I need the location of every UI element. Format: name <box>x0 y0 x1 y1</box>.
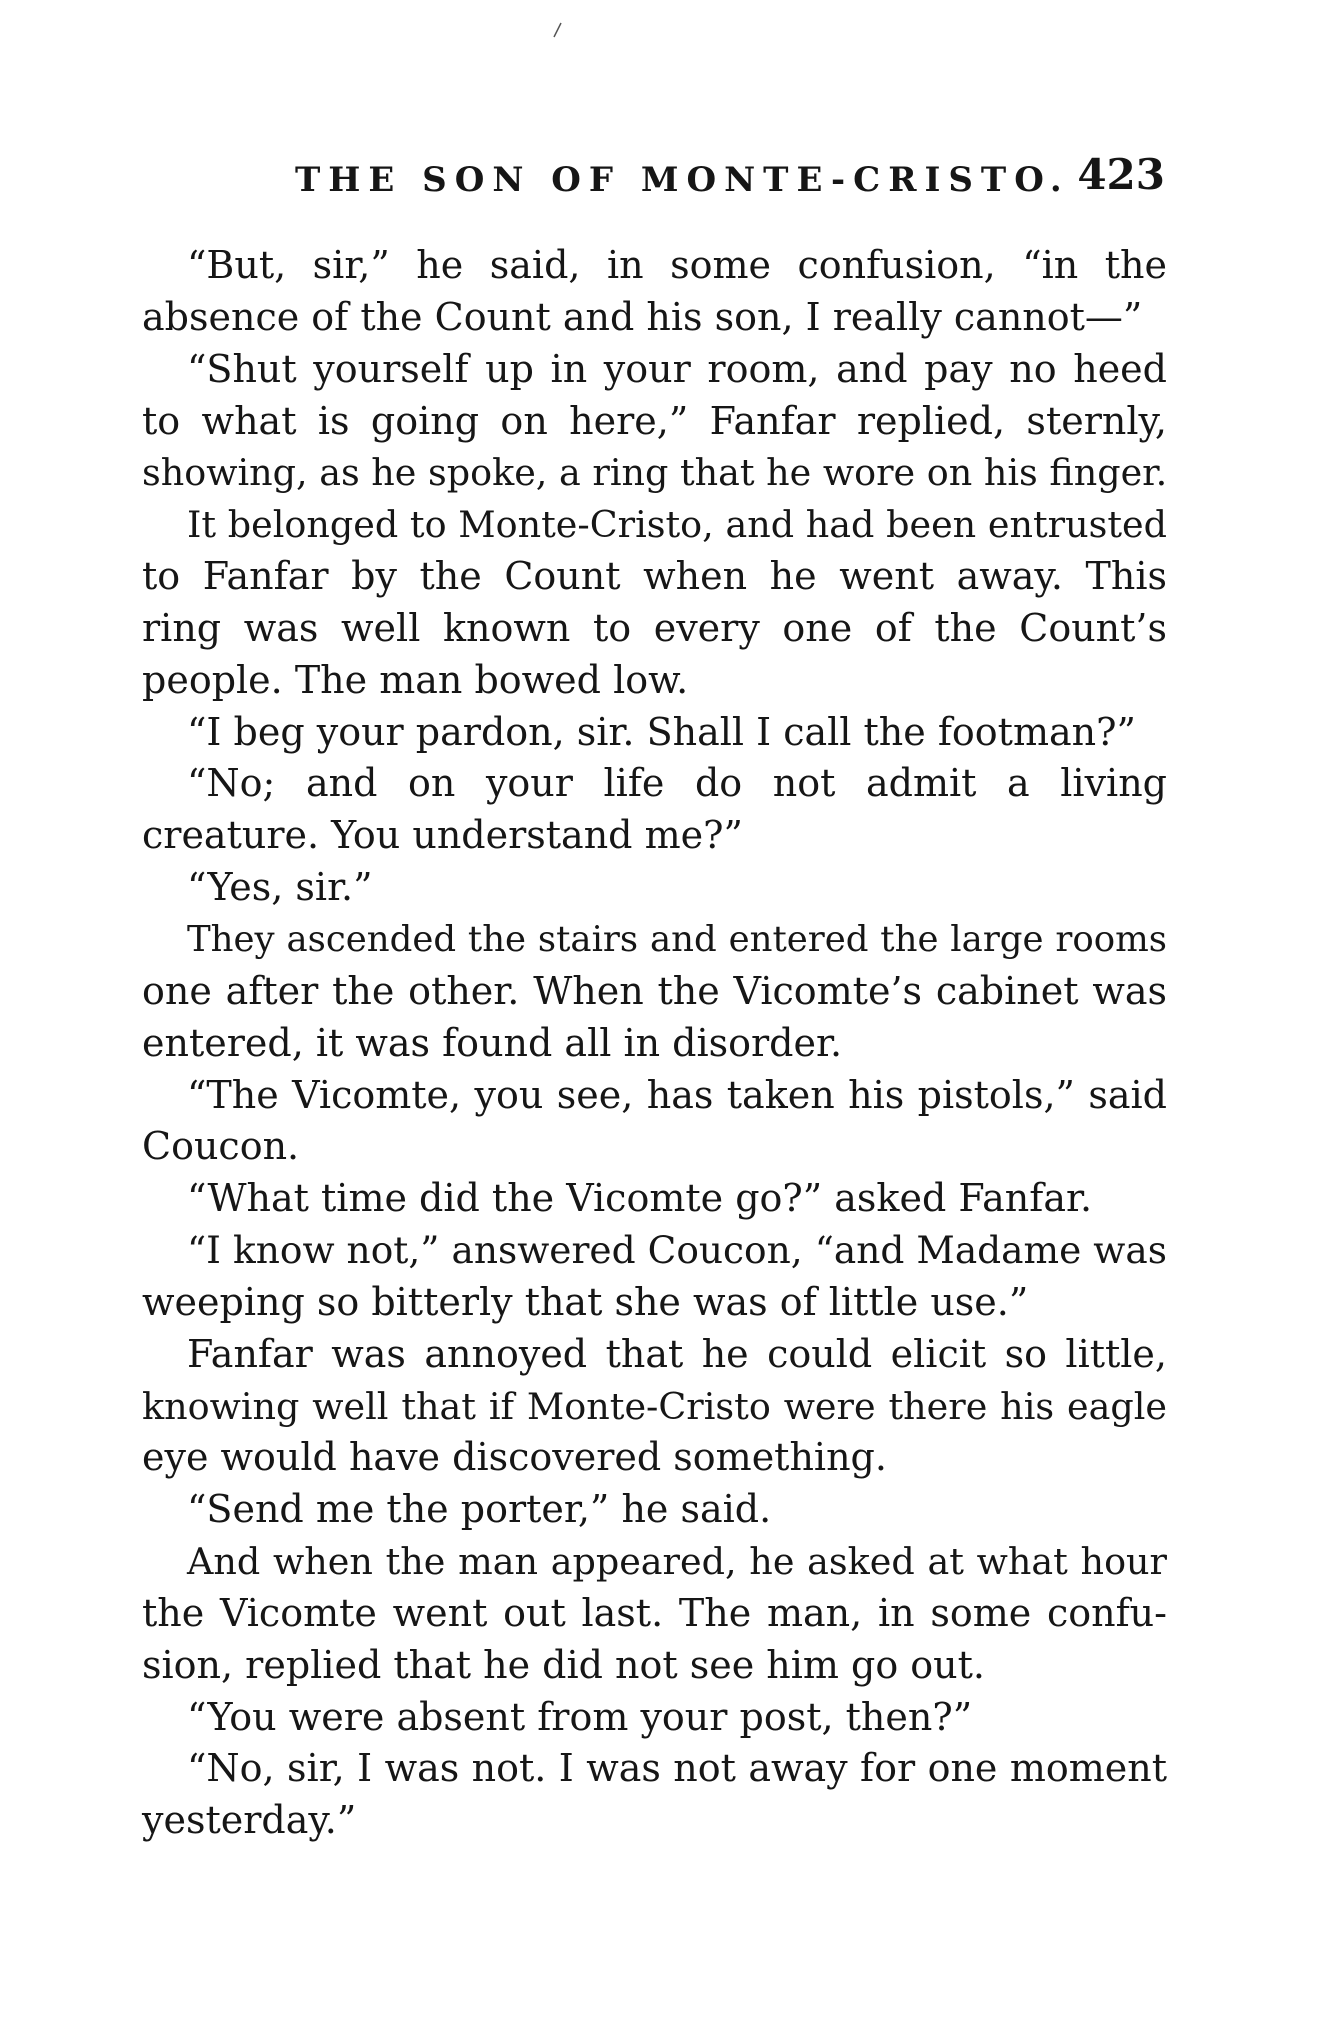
text-line: “Shut yourself up in your room, and pay no heed <box>187 346 1167 391</box>
text-line: “I beg your pardon, sir. Shall I call the footman?” <box>187 709 1136 754</box>
text-line: weeping so bitterly that she was of little use.” <box>142 1279 1029 1324</box>
text-line: ring was well known to every one of the Count’s <box>142 605 1167 650</box>
body-text <box>142 240 1167 1847</box>
text-line: sion, replied that he did not see him go out. <box>142 1642 985 1687</box>
text-line: yesterday.” <box>142 1798 357 1843</box>
text-line: “The Vicomte, you see, has taken his pistols,” said <box>187 1072 1167 1117</box>
page-header <box>145 150 1165 210</box>
text-line: one after the other. When the Vicomte’s cabinet was <box>142 968 1167 1013</box>
text-line: “Yes, sir.” <box>187 865 373 910</box>
text-line: “No, sir, I was not. I was not away for one moment <box>187 1746 1167 1791</box>
text-line: eye would have discovered something. <box>142 1435 887 1480</box>
text-line: “Send me the porter,” he said. <box>187 1487 772 1532</box>
text-line: And when the man appeared, he asked at what hour <box>187 1540 1167 1584</box>
text-line: knowing well that if Monte-Cristo were there his eagle <box>142 1384 1167 1428</box>
text-line: Fanfar was annoyed that he could elicit so little, <box>187 1331 1167 1376</box>
text-line: to what is going on here,” Fanfar replied, sternly, <box>142 398 1167 443</box>
running-title: THE SON OF MONTE-CRISTO. <box>295 160 1070 200</box>
text-line: people. The man bowed low. <box>142 657 689 702</box>
text-line: It belonged to Monte-Cristo, and had been entrusted <box>187 503 1167 547</box>
text-line: “No; and on your life do not admit a living <box>187 761 1167 806</box>
text-line: showing, as he spoke, a ring that he wore on his finger. <box>142 451 1168 495</box>
text-line: “You were absent from your post, then?” <box>187 1694 973 1739</box>
ink-speck-mark <box>550 22 564 40</box>
page-number: 423 <box>1077 150 1165 199</box>
text-line: “What time did the Vicomte go?” asked Fanfar. <box>187 1176 1093 1221</box>
text-line: entered, it was found all in disorder. <box>142 1020 843 1065</box>
text-line: to Fanfar by the Count when he went away. This <box>142 554 1167 599</box>
text-line: absence of the Count and his son, I really cannot—” <box>142 294 1143 339</box>
text-line: They ascended the stairs and entered the large rooms <box>187 918 1167 960</box>
text-line: “I know not,” answered Coucon, “and Madame was <box>187 1228 1167 1273</box>
text-line: creature. You understand me?” <box>142 813 743 858</box>
text-line: Coucon. <box>142 1124 300 1169</box>
text-line: the Vicomte went out last. The man, in some confu- <box>142 1590 1167 1635</box>
text-line: “But, sir,” he said, in some confusion, “in the <box>187 243 1167 287</box>
